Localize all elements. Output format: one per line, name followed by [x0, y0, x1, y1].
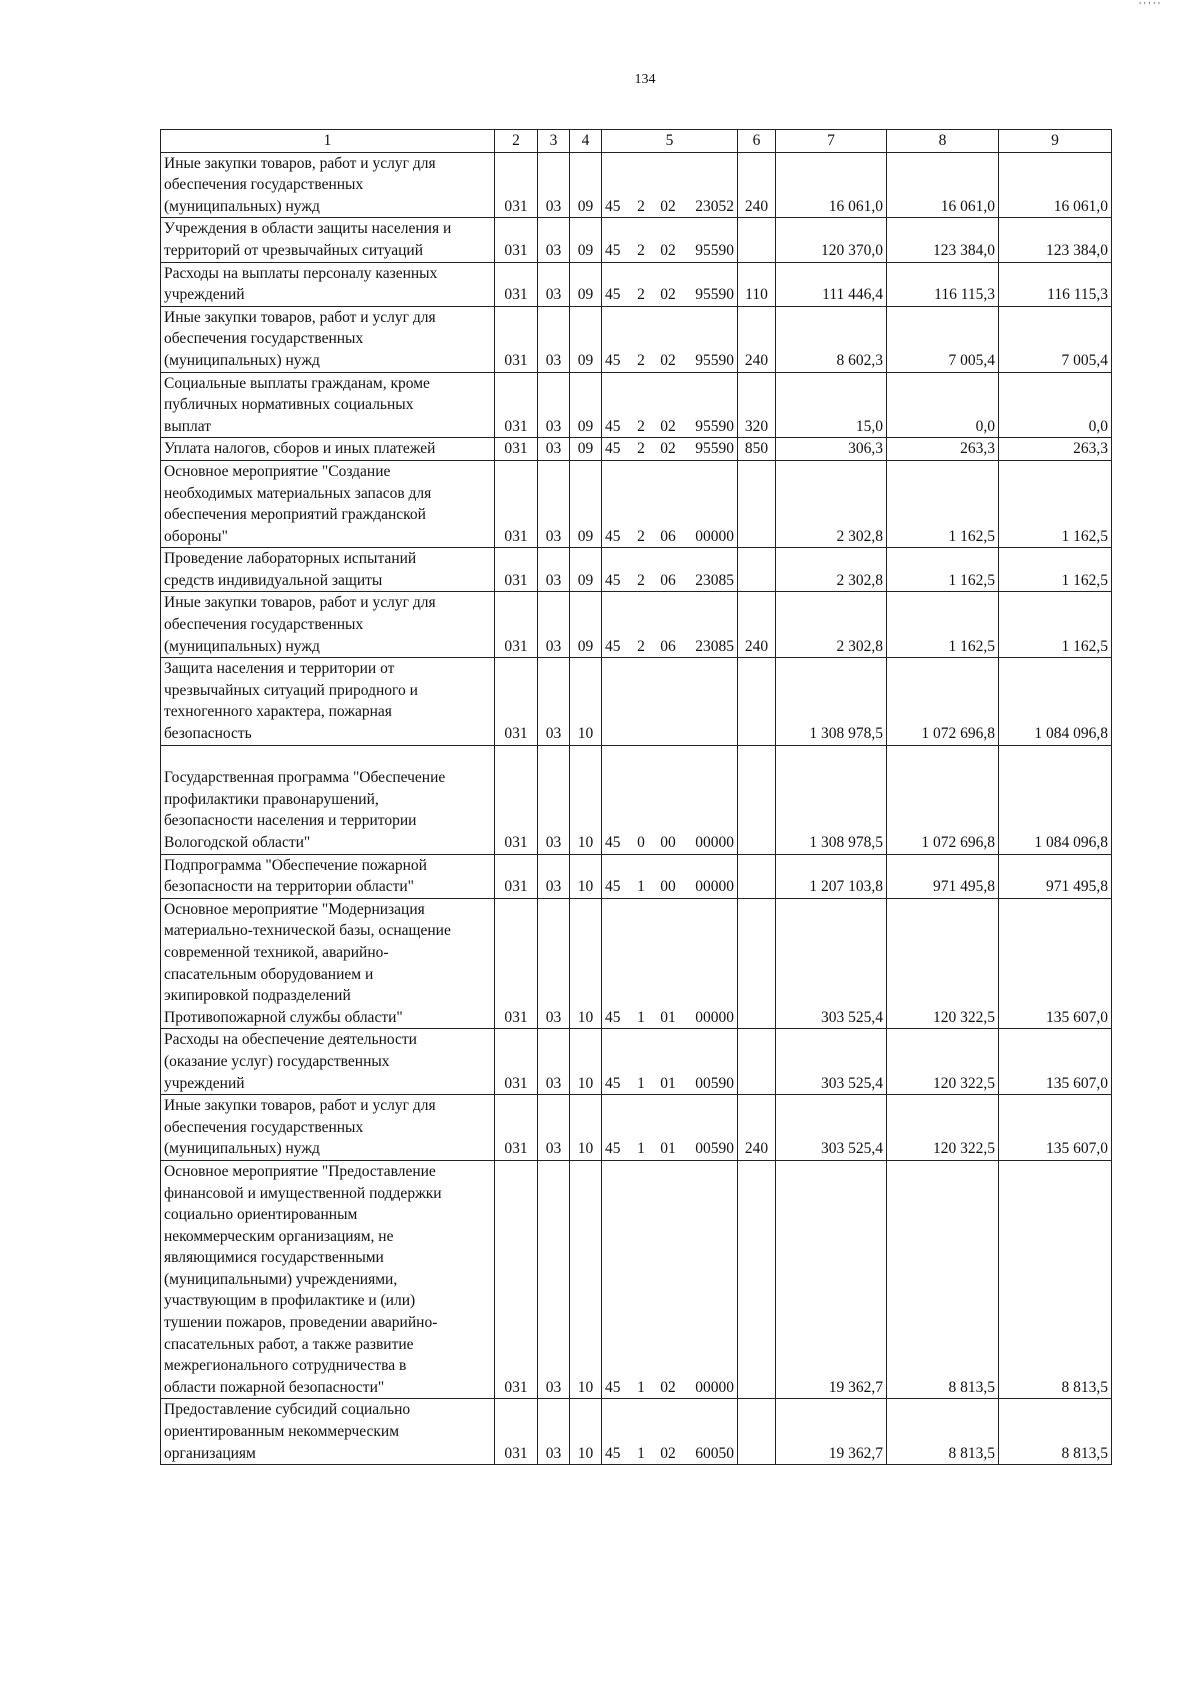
row-amount-col7: 15,0	[776, 372, 887, 438]
row-section-code: 03	[538, 372, 570, 438]
row-amount-col9: 1 162,5	[999, 592, 1112, 658]
row-amount-col7: 2 302,8	[776, 592, 887, 658]
target-article-part: 2	[637, 440, 645, 458]
target-article-part: 45	[605, 286, 621, 304]
target-article-part: 95590	[695, 440, 734, 458]
row-expense-type	[738, 658, 776, 745]
row-description: Уплата налогов, сборов и иных платежей	[161, 438, 495, 461]
row-description: Защита населения и территории от чрезвычайных ситуаций природного и техногенного характера, пожарная безопасность	[161, 658, 495, 745]
row-amount-col7: 16 061,0	[776, 152, 887, 218]
row-subsection-code: 09	[570, 438, 602, 461]
target-article-part: 06	[660, 571, 676, 589]
target-article-parts	[605, 570, 734, 592]
table-row	[161, 262, 1112, 306]
target-article-part: 45	[605, 834, 621, 851]
target-article-part: 02	[660, 241, 676, 259]
target-article-part: 45	[605, 878, 621, 896]
row-section-code: 03	[538, 1160, 570, 1399]
row-subsection-code: 10	[570, 898, 602, 1029]
row-amount-col7: 1 308 978,5	[776, 745, 887, 854]
target-article-parts	[605, 284, 734, 306]
row-section-code: 03	[538, 1399, 570, 1465]
row-amount-col8: 971 495,8	[887, 854, 999, 898]
target-article-part: 00000	[695, 878, 734, 896]
row-expense-type	[738, 218, 776, 262]
row-description: Основное мероприятие "Предоставление финансовой и имущественной поддержки социально ориентированным некоммерческим организациям, не являющимися государственными (муниципальными) учреждениями, участвующим в профилактике и (или) тушении пожаров, проведении аварийно- спасательных работ, а также развитие межрегионального сотрудничества в области пожарной безопасности"	[161, 1160, 495, 1399]
target-article-part: 45	[605, 637, 621, 655]
row-amount-col7: 303 525,4	[776, 1029, 887, 1095]
target-article-parts	[605, 636, 734, 658]
row-admin-code: 031	[495, 460, 538, 547]
row-amount-col9: 8 813,5	[999, 1399, 1112, 1465]
target-article-part: 23085	[695, 637, 734, 655]
row-expense-type	[738, 898, 776, 1029]
target-article-part: 02	[660, 351, 676, 369]
target-article-part: 1	[637, 1074, 645, 1092]
row-admin-code: 031	[495, 262, 538, 306]
table-row	[161, 854, 1112, 898]
row-target-article	[602, 372, 738, 438]
target-article-part: 01	[660, 1074, 676, 1092]
row-amount-col7: 303 525,4	[776, 898, 887, 1029]
header-col-6: 6	[738, 130, 776, 153]
row-amount-col7: 19 362,7	[776, 1160, 887, 1399]
target-article-parts	[605, 876, 734, 898]
table-row	[161, 658, 1112, 745]
row-amount-col9: 135 607,0	[999, 898, 1112, 1029]
target-article-parts	[605, 1007, 734, 1029]
row-description: Учреждения в области защиты населения и территорий от чрезвычайных ситуаций	[161, 218, 495, 262]
target-article-part: 45	[605, 241, 621, 259]
row-amount-col9: 7 005,4	[999, 306, 1112, 372]
target-article-part: 1	[637, 1008, 645, 1026]
row-amount-col8: 116 115,3	[887, 262, 999, 306]
target-article-part: 00590	[695, 1074, 734, 1092]
table-row	[161, 1160, 1112, 1399]
row-amount-col8: 16 061,0	[887, 152, 999, 218]
target-article-part: 2	[637, 241, 645, 259]
row-section-code: 03	[538, 548, 570, 592]
row-amount-col9: 135 607,0	[999, 1029, 1112, 1095]
row-amount-col7: 1 308 978,5	[776, 658, 887, 745]
target-article-part: 02	[660, 1444, 676, 1462]
row-target-article	[602, 658, 738, 745]
row-amount-col9: 1 162,5	[999, 460, 1112, 547]
table-row	[161, 460, 1112, 547]
row-target-article	[602, 1160, 738, 1399]
header-col-8: 8	[887, 130, 999, 153]
row-description: Основное мероприятие "Создание необходимых материальных запасов для обеспечения мероприятий гражданской обороны"	[161, 460, 495, 547]
target-article-part: 1	[637, 878, 645, 896]
table-row	[161, 1095, 1112, 1161]
row-amount-col8: 1 072 696,8	[887, 658, 999, 745]
row-admin-code: 031	[495, 1029, 538, 1095]
row-amount-col8: 7 005,4	[887, 306, 999, 372]
row-description: Предоставление субсидий социально ориентированным некоммерческим организациям	[161, 1399, 495, 1465]
target-article-part: 1	[637, 1140, 645, 1158]
row-amount-col8: 120 322,5	[887, 1095, 999, 1161]
row-subsection-code: 10	[570, 1029, 602, 1095]
row-amount-col7: 8 602,3	[776, 306, 887, 372]
row-section-code: 03	[538, 1029, 570, 1095]
target-article-part: 45	[605, 440, 621, 458]
row-subsection-code: 10	[570, 854, 602, 898]
row-description: Иные закупки товаров, работ и услуг для обеспечения государственных (муниципальных) нужд	[161, 306, 495, 372]
row-target-article	[602, 592, 738, 658]
row-amount-col9: 0,0	[999, 372, 1112, 438]
target-article-part: 00000	[695, 834, 734, 851]
row-subsection-code: 10	[570, 1399, 602, 1465]
target-article-part: 95590	[695, 351, 734, 369]
target-article-part: 23085	[695, 571, 734, 589]
target-article-part: 2	[637, 286, 645, 304]
row-amount-col7: 19 362,7	[776, 1399, 887, 1465]
table-body	[161, 152, 1112, 1465]
target-article-parts	[605, 1377, 734, 1399]
row-amount-col9: 8 813,5	[999, 1160, 1112, 1399]
row-amount-col8: 120 322,5	[887, 898, 999, 1029]
row-description: Государственная программа "Обеспечение профилактики правонарушений, безопасности населения и территории Вологодской области"	[161, 745, 495, 854]
row-amount-col9: 135 607,0	[999, 1095, 1112, 1161]
target-article-part: 0	[637, 834, 645, 851]
row-amount-col9: 116 115,3	[999, 262, 1112, 306]
page-number: 134	[634, 72, 656, 87]
target-article-part: 1	[637, 1444, 645, 1462]
row-section-code: 03	[538, 898, 570, 1029]
row-amount-col8: 123 384,0	[887, 218, 999, 262]
row-subsection-code: 10	[570, 1095, 602, 1161]
row-subsection-code: 09	[570, 218, 602, 262]
table-row	[161, 898, 1112, 1029]
row-target-article	[602, 218, 738, 262]
target-article-part: 45	[605, 1140, 621, 1158]
table-row	[161, 306, 1112, 372]
row-amount-col7: 120 370,0	[776, 218, 887, 262]
row-target-article	[602, 548, 738, 592]
row-subsection-code: 09	[570, 548, 602, 592]
table-row	[161, 1399, 1112, 1465]
table-row	[161, 218, 1112, 262]
row-amount-col9: 971 495,8	[999, 854, 1112, 898]
target-article-part: 02	[660, 440, 676, 458]
row-amount-col9: 1 084 096,8	[999, 658, 1112, 745]
target-article-part: 2	[637, 351, 645, 369]
row-amount-col8: 1 162,5	[887, 592, 999, 658]
row-target-article	[602, 262, 738, 306]
target-article-part: 02	[660, 1378, 676, 1396]
target-article-part: 45	[605, 1444, 621, 1462]
row-admin-code: 031	[495, 1399, 538, 1465]
row-amount-col8: 8 813,5	[887, 1160, 999, 1399]
row-amount-col9: 1 084 096,8	[999, 745, 1112, 854]
row-admin-code: 031	[495, 658, 538, 745]
table-row	[161, 1029, 1112, 1095]
row-amount-col9: 263,3	[999, 438, 1112, 461]
target-article-parts	[605, 196, 734, 218]
row-target-article	[602, 1095, 738, 1161]
row-expense-type	[738, 460, 776, 547]
row-admin-code: 031	[495, 372, 538, 438]
target-article-part: 45	[605, 197, 621, 215]
row-description: Расходы на выплаты персоналу казенных учреждений	[161, 262, 495, 306]
row-admin-code: 031	[495, 152, 538, 218]
row-subsection-code: 09	[570, 262, 602, 306]
row-expense-type	[738, 745, 776, 854]
row-admin-code: 031	[495, 218, 538, 262]
row-section-code: 03	[538, 218, 570, 262]
target-article-parts	[605, 832, 734, 854]
row-admin-code: 031	[495, 1160, 538, 1399]
target-article-parts	[605, 526, 734, 548]
row-amount-col8: 1 162,5	[887, 460, 999, 547]
header-col-7: 7	[776, 130, 887, 153]
row-target-article	[602, 1399, 738, 1465]
row-target-article	[602, 1029, 738, 1095]
table-row	[161, 745, 1112, 854]
target-article-part: 45	[605, 527, 621, 545]
row-amount-col7: 2 302,8	[776, 460, 887, 547]
row-target-article	[602, 898, 738, 1029]
target-article-part: 23052	[695, 197, 734, 215]
target-article-part: 2	[637, 197, 645, 215]
target-article-part: 00590	[695, 1140, 734, 1158]
target-article-part: 00000	[695, 527, 734, 545]
row-expense-type: 850	[738, 438, 776, 461]
row-amount-col8: 0,0	[887, 372, 999, 438]
row-section-code: 03	[538, 854, 570, 898]
row-section-code: 03	[538, 658, 570, 745]
row-amount-col7: 1 207 103,8	[776, 854, 887, 898]
header-col-9: 9	[999, 130, 1112, 153]
target-article-part: 00000	[695, 1378, 734, 1396]
table-row	[161, 152, 1112, 218]
header-row	[161, 130, 1112, 153]
row-amount-col8: 1 072 696,8	[887, 745, 999, 854]
target-article-part: 60050	[695, 1444, 734, 1462]
target-article-part: 95590	[695, 417, 734, 435]
target-article-part: 2	[637, 527, 645, 545]
table-row	[161, 592, 1112, 658]
header-col-5: 5	[602, 130, 738, 153]
row-amount-col9: 1 162,5	[999, 548, 1112, 592]
budget-table	[160, 129, 1112, 1465]
row-target-article	[602, 854, 738, 898]
target-article-part: 2	[637, 637, 645, 655]
row-expense-type	[738, 854, 776, 898]
target-article-part: 95590	[695, 241, 734, 259]
row-description: Иные закупки товаров, работ и услуг для обеспечения государственных (муниципальных) нужд	[161, 592, 495, 658]
row-section-code: 03	[538, 592, 570, 658]
target-article-parts	[605, 240, 734, 262]
target-article-part: 02	[660, 286, 676, 304]
row-target-article	[602, 306, 738, 372]
row-target-article	[602, 438, 738, 461]
row-amount-col7: 2 302,8	[776, 548, 887, 592]
target-article-part: 02	[660, 197, 676, 215]
row-description: Иные закупки товаров, работ и услуг для обеспечения государственных (муниципальных) нужд	[161, 152, 495, 218]
row-expense-type	[738, 1029, 776, 1095]
target-article-part: 06	[660, 527, 676, 545]
row-amount-col8: 8 813,5	[887, 1399, 999, 1465]
row-subsection-code: 10	[570, 658, 602, 745]
row-subsection-code: 09	[570, 592, 602, 658]
row-description: Подпрограмма "Обеспечение пожарной безопасности на территории области"	[161, 854, 495, 898]
row-description: Проведение лабораторных испытаний средств индивидуальной защиты	[161, 548, 495, 592]
row-target-article	[602, 745, 738, 854]
table-row	[161, 548, 1112, 592]
target-article-part: 01	[660, 1008, 676, 1026]
row-expense-type: 240	[738, 152, 776, 218]
target-article-part: 45	[605, 571, 621, 589]
row-expense-type: 240	[738, 592, 776, 658]
row-admin-code: 031	[495, 854, 538, 898]
target-article-part: 2	[637, 571, 645, 589]
target-article-parts	[605, 1138, 734, 1160]
target-article-part: 00	[660, 878, 676, 896]
target-article-part: 45	[605, 1378, 621, 1396]
row-target-article	[602, 152, 738, 218]
target-article-part: 1	[637, 1378, 645, 1396]
row-section-code: 03	[538, 460, 570, 547]
row-expense-type: 240	[738, 306, 776, 372]
row-expense-type	[738, 1399, 776, 1465]
row-amount-col7: 303 525,4	[776, 1095, 887, 1161]
row-description: Расходы на обеспечение деятельности (оказание услуг) государственных учреждений	[161, 1029, 495, 1095]
row-description: Основное мероприятие "Модернизация материально-технической базы, оснащение современной техникой, аварийно- спасательным оборудованием и экипировкой подразделений Противопожарной службы области"	[161, 898, 495, 1029]
row-subsection-code: 09	[570, 306, 602, 372]
table-row	[161, 438, 1112, 461]
row-section-code: 03	[538, 262, 570, 306]
target-article-part: 45	[605, 351, 621, 369]
row-admin-code: 031	[495, 306, 538, 372]
target-article-parts	[605, 438, 734, 460]
row-section-code: 03	[538, 152, 570, 218]
header-col-2: 2	[495, 130, 538, 153]
row-description: Социальные выплаты гражданам, кроме публичных нормативных социальных выплат	[161, 372, 495, 438]
header-col-3: 3	[538, 130, 570, 153]
table-row	[161, 372, 1112, 438]
row-expense-type: 320	[738, 372, 776, 438]
row-admin-code: 031	[495, 438, 538, 461]
row-amount-col7: 306,3	[776, 438, 887, 461]
row-expense-type	[738, 548, 776, 592]
row-admin-code: 031	[495, 592, 538, 658]
header-col-1: 1	[161, 130, 495, 153]
row-admin-code: 031	[495, 548, 538, 592]
row-admin-code: 031	[495, 898, 538, 1029]
row-subsection-code: 09	[570, 460, 602, 547]
row-admin-code: 031	[495, 745, 538, 854]
target-article-part: 2	[637, 417, 645, 435]
row-section-code: 03	[538, 1095, 570, 1161]
row-amount-col9: 16 061,0	[999, 152, 1112, 218]
row-subsection-code: 10	[570, 745, 602, 854]
target-article-part: 45	[605, 1074, 621, 1092]
row-expense-type: 240	[738, 1095, 776, 1161]
target-article-parts	[605, 416, 734, 438]
target-article-part: 45	[605, 417, 621, 435]
target-article-parts	[605, 1443, 734, 1465]
row-amount-col8: 263,3	[887, 438, 999, 461]
target-article-part: 00	[660, 834, 676, 851]
row-subsection-code: 10	[570, 1160, 602, 1399]
row-section-code: 03	[538, 745, 570, 854]
target-article-part: 01	[660, 1140, 676, 1158]
target-article-part: 95590	[695, 286, 734, 304]
header-col-4: 4	[570, 130, 602, 153]
row-expense-type	[738, 1160, 776, 1399]
row-amount-col8: 120 322,5	[887, 1029, 999, 1095]
target-article-parts	[605, 350, 734, 372]
target-article-part: 06	[660, 637, 676, 655]
target-article-part: 00000	[695, 1008, 734, 1026]
row-amount-col7: 111 446,4	[776, 262, 887, 306]
row-description: Иные закупки товаров, работ и услуг для обеспечения государственных (муниципальных) нужд	[161, 1095, 495, 1161]
row-section-code: 03	[538, 438, 570, 461]
row-admin-code: 031	[495, 1095, 538, 1161]
row-section-code: 03	[538, 306, 570, 372]
target-article-part: 45	[605, 1008, 621, 1026]
row-target-article	[602, 460, 738, 547]
row-subsection-code: 09	[570, 372, 602, 438]
scan-mark-top: ' ' ' ' '	[1139, 0, 1160, 12]
row-amount-col9: 123 384,0	[999, 218, 1112, 262]
row-expense-type: 110	[738, 262, 776, 306]
row-amount-col8: 1 162,5	[887, 548, 999, 592]
target-article-part: 02	[660, 417, 676, 435]
target-article-parts	[605, 1073, 734, 1095]
row-subsection-code: 09	[570, 152, 602, 218]
